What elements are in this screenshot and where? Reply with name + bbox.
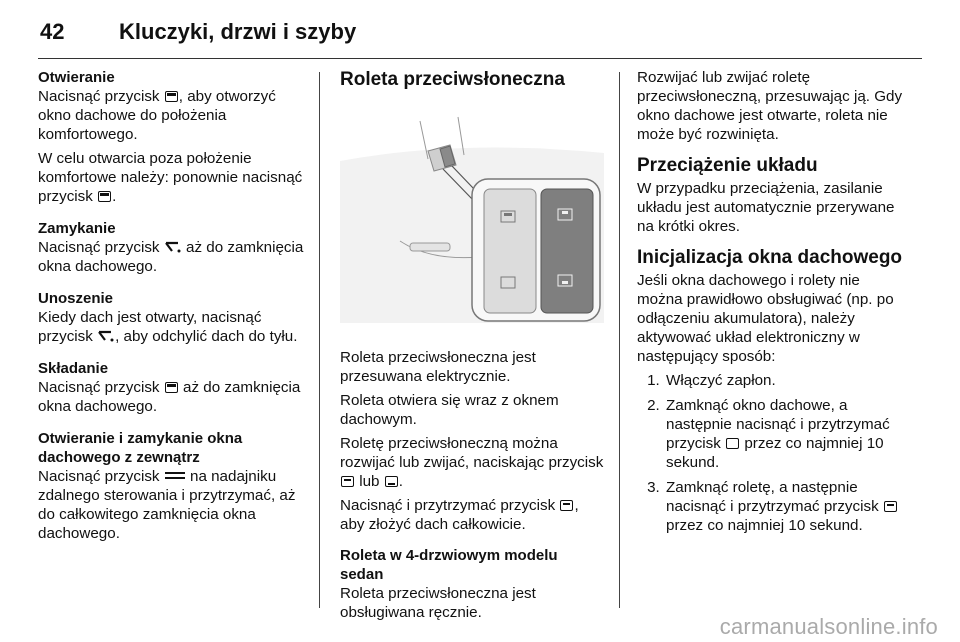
text: Nacisnąć przycisk (38, 379, 160, 396)
text: . (112, 188, 117, 205)
column-1 (38, 68, 304, 556)
column-2 (340, 68, 604, 627)
paragraph (38, 378, 304, 416)
text: Nacisnąć przycisk (38, 88, 160, 105)
column-divider-1 (319, 72, 320, 608)
text: lub (359, 473, 380, 490)
paragraph: Roleta otwiera się wraz z oknem dachowym. (340, 392, 559, 428)
list-item (664, 478, 907, 535)
roof-tilt-icon (165, 241, 181, 253)
roof-tilt-icon (98, 330, 114, 342)
paragraph (38, 308, 304, 346)
paragraph: Rozwijać lub zwijać roletę przeciwsłoneczną, przesuwając ją. Gdy okno dachowe jest otwarte, roleta nie może być rozwinięta. (637, 69, 903, 143)
section-folding (38, 359, 304, 416)
remote-close-icon (165, 472, 185, 479)
section-title-sunblind: Roleta przeciwsłoneczna (340, 69, 565, 90)
roof-open-icon (165, 91, 178, 102)
paragraph (38, 467, 304, 543)
section-closing (38, 219, 304, 276)
text: na nadajniku zdalnego sterowania i przytrzymać, aż do całkowitego zamknięcia okna dachowego. (38, 468, 296, 542)
page-number: 42 (40, 19, 65, 44)
roof-close-icon (726, 438, 739, 449)
text: Zamknąć roletę, a następnie nacisnąć i przytrzymać przycisk (666, 479, 879, 515)
section-remote (38, 429, 304, 543)
section-title-opening: Otwieranie (38, 69, 115, 86)
text: Włączyć zapłon. (666, 372, 776, 389)
column-divider-2 (619, 72, 620, 608)
paragraph: Jeśli okna dachowego i rolety nie można prawidłowo obsługiwać (np. po odłączeniu akumulatora), należy aktywować układ elektroniczny w następujący sposób: (637, 272, 894, 365)
section-lifting (38, 289, 304, 346)
text: , aby odchylić dach do tyłu. (115, 328, 298, 345)
text: Nacisnąć i przytrzymać przycisk (340, 497, 556, 514)
init-steps-list (637, 371, 907, 535)
text: Nacisnąć przycisk (38, 239, 160, 256)
text: , aby otworzyć okno dachowe do położenia komfortowego. (38, 88, 276, 143)
text: . (398, 473, 403, 490)
blind-close-icon (884, 501, 897, 512)
text: Nacisnąć przycisk (38, 468, 160, 485)
text: Roletę przeciwsłoneczną można rozwijać lub zwijać, naciskając przycisk (340, 435, 604, 471)
paragraph: Roleta przeciwsłoneczna jest przesuwana elektrycznie. (340, 349, 536, 385)
page-header (38, 18, 922, 58)
text: W celu otwarcia poza położenie komfortowe należy: ponownie nacisnąć przycisk (38, 150, 303, 205)
section-title-remote: Otwieranie i zamykanie okna dachowego z zewnątrz (38, 430, 243, 466)
text: aż do zamknięcia okna dachowego. (38, 379, 301, 415)
paragraph (38, 149, 304, 206)
section-title-sedan: Roleta w 4-drzwiowym modelu sedan (340, 547, 558, 583)
blind-close-icon (341, 476, 354, 487)
section-title-initialization: Inicjalizacja okna dachowego (637, 247, 903, 268)
list-item (664, 371, 907, 390)
section-opening (38, 68, 304, 206)
chapter-title: Kluczyki, drzwi i szyby (119, 19, 357, 44)
blind-open-icon (385, 476, 398, 487)
paragraph (38, 238, 304, 276)
paragraph (340, 496, 604, 534)
roof-open-icon (165, 382, 178, 393)
blind-close-icon (560, 500, 573, 511)
paragraph: Roleta przeciwsłoneczna jest obsługiwana ręcznie. (340, 585, 536, 621)
section-title-overload: Przeciążenie układu (637, 155, 818, 176)
list-item (664, 396, 907, 472)
watermark: carmanualsonline.info (719, 614, 938, 639)
text: Kiedy dach jest otwarty, nacisnąć przycisk (38, 309, 262, 345)
sunblind-switch-illustration (340, 111, 604, 323)
paragraph: W przypadku przeciążenia, zasilanie układu jest automatycznie przerywane na krótki okres. (637, 180, 895, 235)
column-3 (637, 68, 907, 541)
paragraph (38, 87, 304, 144)
section-title-folding: Składanie (38, 360, 109, 377)
section-title-closing: Zamykanie (38, 220, 116, 237)
text: Zamknąć okno dachowe, a następnie nacisnąć i przytrzymać przycisk (666, 397, 890, 452)
text: przez co najmniej 10 sekund. (666, 435, 884, 471)
text: aż do zamknięcia okna dachowego. (38, 239, 304, 275)
roof-open-icon (98, 191, 111, 202)
section-title-lifting: Unoszenie (38, 290, 114, 307)
paragraph (340, 434, 604, 491)
text: przez co najmniej 10 sekund. (666, 517, 863, 534)
text: , aby złożyć dach całkowicie. (340, 497, 579, 533)
header-rule (38, 58, 922, 59)
